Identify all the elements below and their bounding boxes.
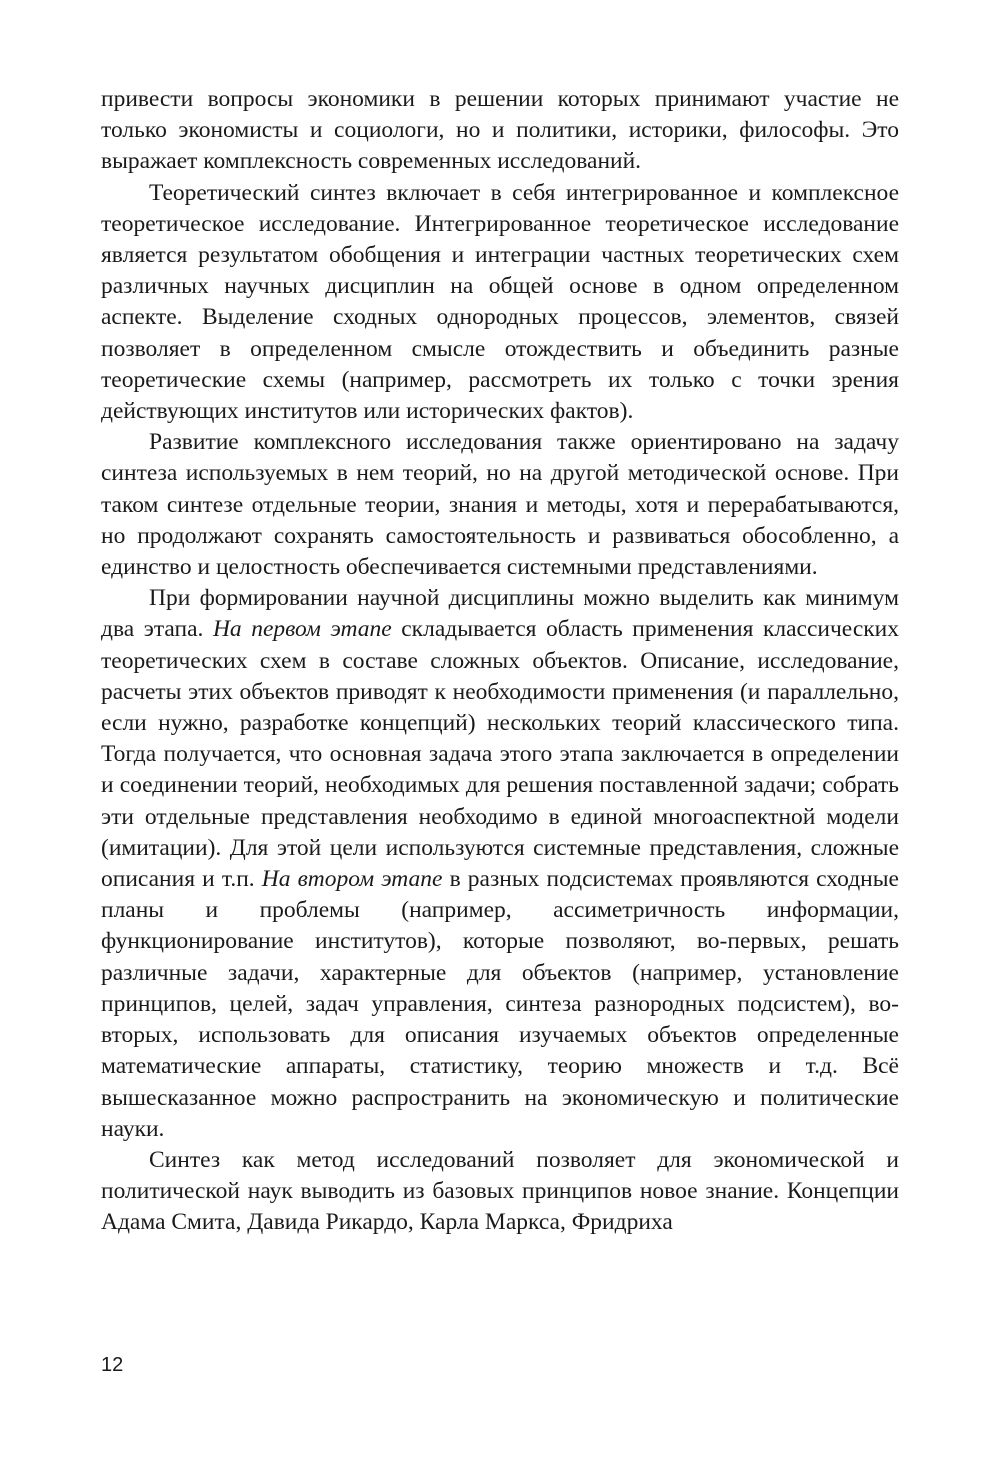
italic-emphasis: На втором этапе [261, 866, 443, 893]
page-number: 12 [101, 1354, 124, 1376]
italic-emphasis: На первом этапе [212, 616, 392, 643]
paragraph-3 [101, 427, 899, 583]
text-run: привести вопросы экономики в решении которых принимают участие не только экономисты и социологи, но и политики, историки, философы. Это выражает комплексность современных исследований. [101, 86, 899, 175]
text-run: Развитие комплексного исследования также ориентировано на задачу синтеза используемых в нем теорий, но на другой методической основе. При таком синтезе отдельные теории, знания и методы, хотя и перерабатываются, но продолжают сохранять самостоятельность и развиваться обособленно, а единство и целостность обеспечивается системными представлениями. [101, 429, 899, 581]
paragraph-2 [101, 178, 899, 428]
text-run: При формировании научной дисциплины можно выделить как минимум два этапа. [101, 585, 899, 643]
text-run: складывается область применения классических теоретических схем в составе сложных объектов. Описание, исследование, расчеты этих объектов приводят к необходимости применения (и параллельно, если нужно, разработке концепций) нескольких теорий классического типа. Тогда получается, что основная задача этого этапа заключается в определении и соединении теорий, необходимых для решения поставленной задачи; собрать эти отдельные представления необходимо в единой многоаспектной модели (имитации). Для этой цели используются системные представления, сложные описания и т.п. [101, 616, 899, 893]
text-run: Синтез как метод исследований позволяет для экономической и политической наук выводить из базовых принципов новое знание. Концепции Адама Смита, Давида Рикардо, Карла Маркса, Фридриха [101, 1146, 899, 1236]
paragraph-4 [101, 583, 899, 1145]
paragraph-5 [101, 1145, 899, 1239]
paragraph-1 [101, 84, 899, 178]
text-run: Теоретический синтез включает в себя интегрированное и комплексное теоретическое исследование. Интегрированное теоретическое исследование является результатом обобщения и интеграции частных теоретических схем различных научных дисциплин на общей основе в одном определенном аспекте. Выделение сходных однородных процессов, элементов, связей позволяет в определенном смысле отождествить и объединить разные теоретические схемы (например, рассмотреть их только с точки зрения действующих институтов или исторических фактов). [101, 179, 899, 425]
text-run: в разных подсистемах проявляются сходные планы и проблемы (например, ассиметричность информации, функционирование институтов), которые позволяют, во-первых, решать различные задачи, характерные для объектов (например, установление принципов, целей, задач управления, синтеза разнородных подсистем), во-вторых, использовать для описания изучаемых объектов определенные математические аппараты, статистику, теорию множеств и т.д. Всё вышесказанное можно распространить на экономическую и политические науки. [101, 866, 899, 1142]
page-body-text [101, 84, 899, 1239]
